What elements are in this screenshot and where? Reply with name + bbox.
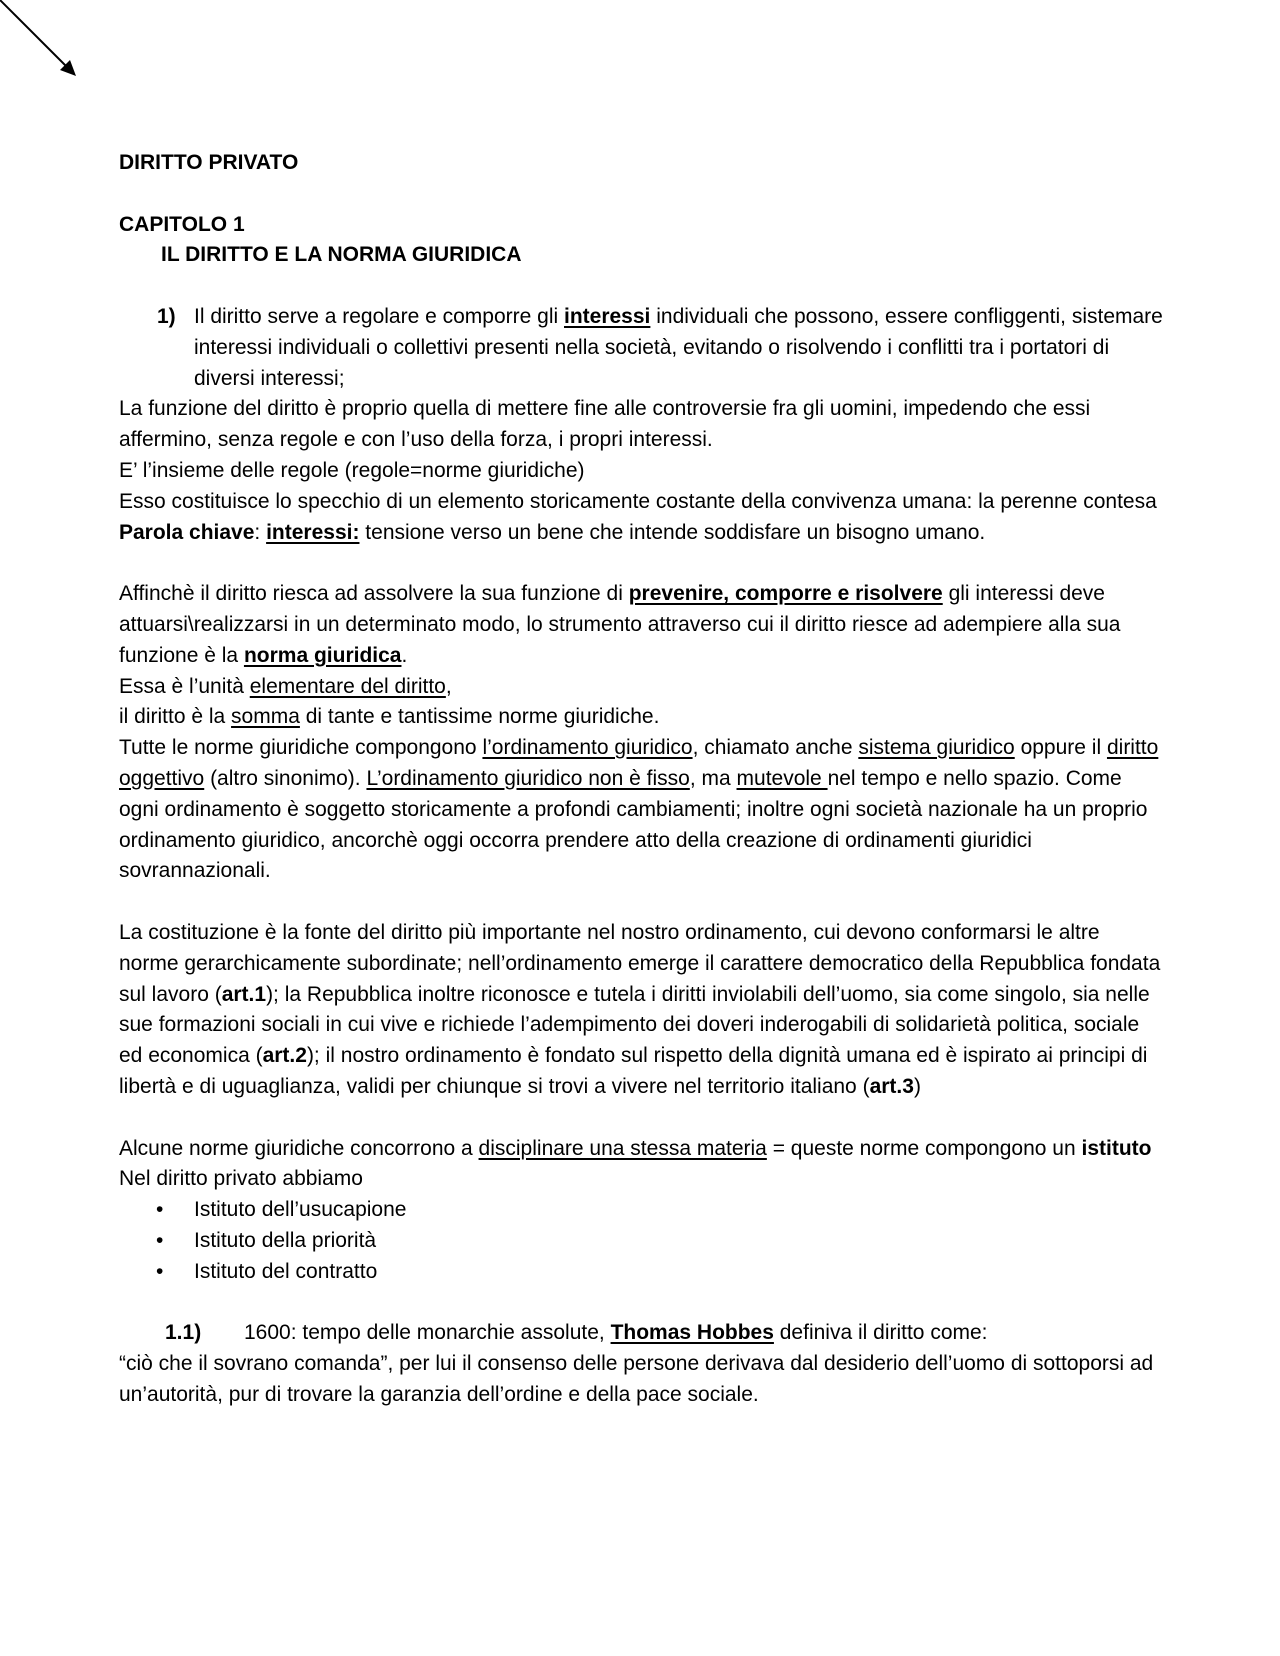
section-1-1: 1.1) 1600: tempo delle monarchie assolute, Thomas Hobbes definiva il diritto come: bbox=[119, 1318, 1164, 1349]
bullet-icon: • bbox=[156, 1228, 164, 1252]
bullet-icon: • bbox=[156, 1259, 164, 1283]
paragraph-costituzione: La costituzione è la fonte del diritto più importante nel nostro ordinamento, cui devono conformarsi le altre norme gerarchicamente subordinate; nell’ordinamento emerge il carattere democratico della Repubblica fondata sul lavoro (art.1); la Repubblica inoltre riconosce e tutela i diritti inviolabili dell’uomo, sia come singolo, sia nelle sue formazioni sociali in cui vive e richiede l’adempimento dei doveri inderogabili di solidarietà politica, sociale ed economica (art.2); il nostro ordinamento è fondato sul rispetto della dignità umana ed è ispirato ai principi di libertà e di uguaglianza, validi per chiunque si trovi a vivere nel territorio italiano (art.3) bbox=[119, 920, 1161, 1098]
paragraph-norma: Affinchè il diritto riesca ad assolvere la sua funzione di prevenire, comporre e risolvere gli interessi deve attuarsi\realizzarsi in un determinato modo, lo strumento attraverso cui il diritto riesce ad adempiere alla sua funzione è la norma giuridica. bbox=[119, 582, 1121, 667]
section-number: 1.1) bbox=[165, 1321, 202, 1345]
paragraph-somma: il diritto è la somma di tante e tantissime norme giuridiche. bbox=[119, 705, 660, 729]
chapter-title: IL DIRITTO E LA NORMA GIURIDICA bbox=[161, 243, 522, 267]
paragraph-definition: E’ l’insieme delle regole (regole=norme giuridiche) bbox=[119, 458, 585, 482]
paragraph-istituto: Alcune norme giuridiche concorrono a disciplinare una stessa materia = queste norme compongono un istituto bbox=[119, 1136, 1152, 1160]
paragraph-hobbes: “ciò che il sovrano comanda”, per lui il consenso delle persone derivava dal desiderio dell’uomo di sottoporsi ad un’autorità, pur di trovare la garanzia dell’ordine e della pace sociale. bbox=[119, 1352, 1154, 1406]
document-page bbox=[119, 148, 1164, 1411]
numbered-item-1: 1) Il diritto serve a regolare e comporre gli interessi individuali che possono, essere confliggenti, sistemare interessi individuali o collettivi presenti nella società, evitando o risolvendo i conflitti tra i portatori di diversi interessi; bbox=[119, 302, 1164, 394]
bullet-icon: • bbox=[156, 1198, 164, 1222]
list-item: • Istituto dell’usucapione bbox=[119, 1195, 1164, 1226]
list-item: • Istituto della priorità bbox=[119, 1226, 1164, 1257]
paragraph-unita: Essa è l’unità elementare del diritto, bbox=[119, 674, 452, 698]
paragraph-diritto-privato: Nel diritto privato abbiamo bbox=[119, 1167, 363, 1191]
document-title: DIRITTO PRIVATO bbox=[119, 151, 299, 174]
list-item: • Istituto del contratto bbox=[119, 1257, 1164, 1288]
keyword-line: Parola chiave: interessi: tensione verso un bene che intende soddisfare un bisogno umano. bbox=[119, 520, 986, 544]
item-number: 1) bbox=[157, 304, 176, 328]
paragraph-function: La funzione del diritto è proprio quella di mettere fine alle controversie fra gli uomini, impedendo che essi affermino, senza regole e con l’uso della forza, i propri interessi. bbox=[119, 397, 1091, 452]
chapter-label: CAPITOLO 1 bbox=[119, 212, 245, 236]
paragraph-mirror: Esso costituisce lo specchio di un elemento storicamente costante della convivenza umana: la perenne contesa bbox=[119, 489, 1157, 513]
paragraph-ordinamento: Tutte le norme giuridiche compongono l’ordinamento giuridico, chiamato anche sistema giuridico oppure il diritto oggettivo (altro sinonimo). L’ordinamento giuridico non è fisso, ma mutevole nel tempo e nello spazio. Come ogni ordinamento è soggetto storicamente a profondi cambiamenti; inoltre ogni società nazionale ha un proprio ordinamento giuridico, ancorchè oggi occorra prendere atto della creazione di ordinamenti giuridici sovrannazionali. bbox=[119, 736, 1159, 883]
arrow-annotation bbox=[0, 0, 90, 90]
